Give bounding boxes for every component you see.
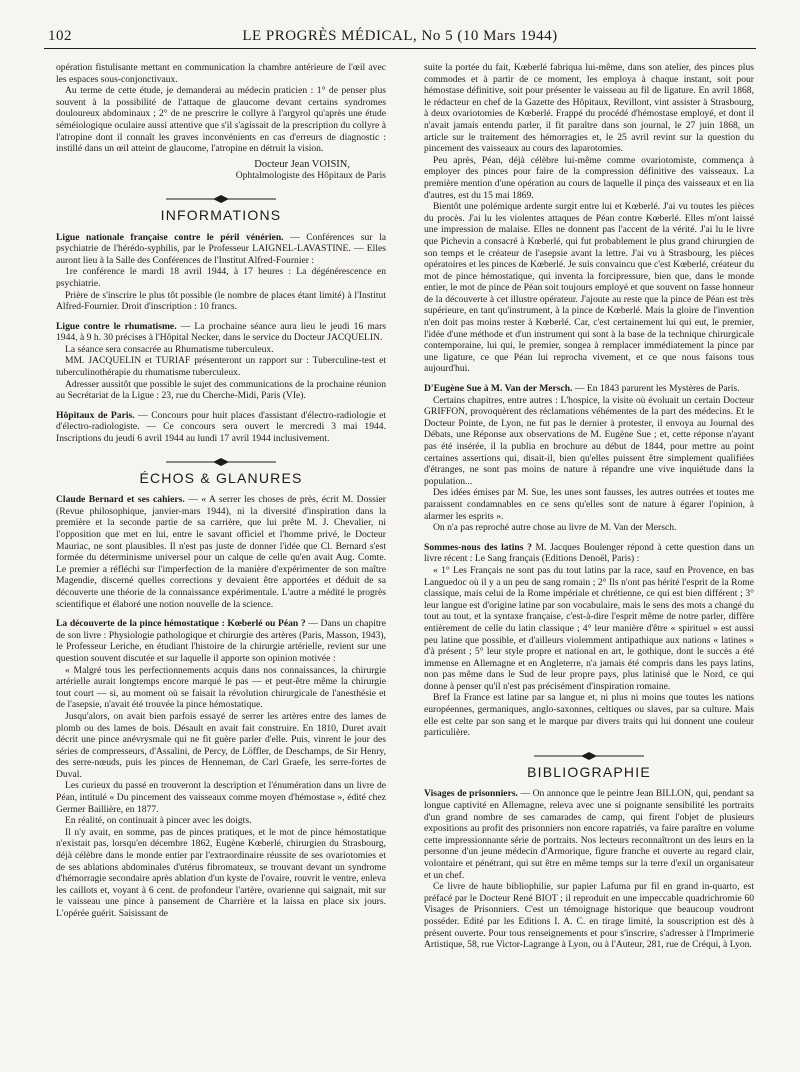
page-number: 102	[48, 28, 72, 44]
news-paragraph: suite la portée du fait, Kœberlé fabriqua lui-même, dans son atelier, des pinces plus commodes et à partir de ce moment, les employa à chaque instant, soit pour hémostase définitive, soit pour présenter le vaisseau au fil de ligature. En avril 1868, le rédacteur en chef de la Gazette des Hôpitaux, Revillont, vint assister à Strasbourg, à deux ovariotomies de Kœberlé. Frappé du procédé d'hémostase employé, et dont il n'avait jamais entendu parler, il fit paraître dans son journal, le 27 juin 1868, un article sur le traitement des hémorragies et, le 25 avril revint sur la question du pincement des vaisseaux au cours des laparotomies.	[424, 62, 754, 155]
news-paragraph: Jusqu'alors, on avait bien parfois essayé de serrer les artères entre des lames de plomb ou des lames de bois. Désault en avait fait construire. En 1810, Duret avait décrit une pince anévrysmale qui ne fit guère parler d'elle. Puis, vinrent le jour des séries de compresseurs, d'Assalini, de Percy, de Löffler, de Deschamps, de Sir Henry, des serre-nœuds, puis les pinces de Henneman, de Carl Graefe, les serre-fortes de Duval.	[56, 710, 386, 780]
news-item	[56, 618, 386, 664]
news-paragraph: On n'a pas reproché autre chose au livre de M. Van der Mersch.	[433, 522, 677, 534]
item-heading: Ligue contre le rhumatisme.	[56, 320, 177, 332]
news-item	[424, 788, 754, 881]
news-paragraph: MM. JACQUELIN et TURIAF présenteront un rapport sur : Tuberculine-test et tuberculinothérapie du rhumatisme tuberculeux.	[56, 355, 386, 379]
section-title-echos: ÉCHOS & GLANURES	[139, 469, 303, 486]
news-paragraph: La séance sera consacrée au Rhumatisme tuberculeux.	[65, 343, 274, 355]
author-signature	[56, 159, 386, 182]
news-paragraph: Les curieux du passé en trouveront la description et l'énumération dans un livre de Péan, intitulé « Du pincement des vaisseaux comme moyen d'hémostase », édité chez Germer Baillière, en 1877.	[56, 780, 386, 815]
news-paragraph: En réalité, on continuait à pincer avec les doigts.	[65, 815, 252, 827]
item-body: — On annonce que le peintre Jean BILLON, qui, pendant sa longue captivité en Allemagne, releva avec une si poignante sensibilité les portraits d'un grand nombre de ses camarades de camp, qui firent l'objet de plusieurs expositions au profit des prisonniers non encore rapatriés, va faire paraître en volume cette impressionnante série de portraits. Nos lecteurs reconnaîtront un des leurs en la personne d'un jeune médecin d'Armorique, figure franche et ouverte au regard clair, volontaire et pénétrant, qui sut être en même temps sur la terre d'exil un organisateur et un chef.	[424, 788, 754, 881]
item-heading: Hôpitaux de Paris.	[56, 409, 135, 421]
item-body: — Conférences sur la psychiatrie de l'hérédo-syphilis, par le Professeur LAIGNEL-LAVASTINE. — Elles auront lieu à la Salle des Conférences de l'Institut Alfred-Fournier :	[56, 231, 386, 266]
news-item	[56, 494, 386, 610]
news-paragraph: « 1° Les Français ne sont pas du tout latins par la race, sauf en Provence, en bas Languedoc où il y a un peu de sang romain ; 2° Ils n'ont pas hérité l'esprit de la Rome classique, mais celui de la Rome impériale et chrétienne, ce qui est bien différent ; 3° leur langue est d'origine latine par son vocabulaire, mais le sens des mots a changé du tout au tout, et la syntaxe française, c'est-à-dire l'esprit même de notre parler, diffère entièrement de celle du latin classique ; 4° leur manière d'être « spirituel » est aussi peu latine que possible, et d'ailleurs violemment antipathique aux nations « latines » d'à présent ; 5° leur style propre et national en art, le gothique, dont le succès a été immense en Allemagne et en Angleterre, n'a jamais été compris dans les pays latins, non pas même dans le Sud de leur propre pays, plus latinisé que le Nord, ce qui donne à penser qu'il n'est pas précisément d'inspiration romaine.	[424, 564, 754, 692]
page-header	[44, 26, 756, 49]
right-column	[424, 62, 754, 1062]
article-paragraph: Au terme de cette étude, je demanderai au médecin praticien : 1° de penser plus souvent à la possibilité de l'attaque de glaucome devant certains syndromes douloureux abdominaux ; 2° de ne prescrire le collyre à l'argyrol qu'après une étude séméiologique oculaire aussi attentive que s'il s'agissait de la prescription du collyre à l'atropine dont il connaît les graves inconvénients en cas d'erreurs de diagnostic : instillé dans un œil atteint de glaucome, l'atropine en détruit la vision.	[56, 85, 386, 155]
item-body: — Dans un chapitre de son livre : Physiologie pathologique et chirurgie des artères (Paris, Masson, 1943), le Professeur Leriche, en étudiant l'histoire de la chirurgie artérielle, revient sur une question souvent discutée et sur laquelle il apporte son opinion motivée :	[56, 618, 386, 664]
news-paragraph: Peu après, Péan, déjà célèbre lui-même comme ovariotomiste, commença à employer des pinces pour faire de la compression définitive des vaisseaux. La première mention d'une opération au cours de laquelle il pinça des vaisseaux et en lia d'autres, est du 15 mai 1869.	[424, 154, 754, 201]
news-paragraph: Prière de s'inscrire le plus tôt possible (le nombre de places étant limité) à l'Institut Alfred-Fournier. Droit d'inscription : 10 francs.	[56, 289, 386, 313]
section-title-bibliographie: BIBLIOGRAPHIE	[527, 763, 651, 780]
news-item	[56, 410, 386, 445]
news-paragraph: Des idées émises par M. Sue, les unes sont fausses, les autres outrées et toutes me paraissent condamnables en ce sens qu'elles sont de nature à égarer l'opinion, à alarmer les esprits ».	[424, 487, 754, 522]
item-heading: Claude Bernard et ses cahiers.	[56, 494, 185, 506]
news-item	[424, 383, 754, 395]
item-heading: La découverte de la pince hémostatique : Kœberlé ou Péan ?	[56, 618, 306, 630]
news-item	[56, 321, 386, 344]
author-name: Docteur Jean VOISIN,	[254, 158, 350, 170]
item-body: — En 1843 parurent les Mystères de Paris.	[572, 383, 740, 395]
news-item	[424, 542, 754, 565]
item-heading: Ligue nationale française contre le péril vénérien.	[56, 231, 284, 243]
item-body: — La prochaine séance aura lieu le jeudi 16 mars 1944, à 9 h. 30 précises à l'Hôpital Necker, dans le service du Docteur JACQUELIN.	[56, 320, 386, 344]
ornament-divider	[424, 751, 754, 761]
ornament-divider	[56, 457, 386, 467]
news-paragraph: 1re conférence le mardi 18 avril 1944, à 17 heures : La dégénérescence en psychiatrie.	[56, 266, 386, 289]
news-paragraph: Bref la France est latine par sa langue et, ni plus ni moins que toutes les nations européennes, germaniques, anglo-saxonnes, celtiques ou slaves, par sa culture. Mais elle est celte par son sang et le marque par divers traits qui lui donnent une couleur particulière.	[424, 692, 754, 739]
news-item	[56, 232, 386, 267]
item-body: M. Jacques Boulenger répond à cette question dans un livre récent : Le Sang français (Editions Denoël, Paris) :	[424, 541, 754, 565]
left-column	[56, 62, 386, 1062]
news-paragraph: « Malgré tous les perfectionnements acquis dans nos connaissances, la chirurgie artérielle aurait longtemps encore marqué le pas — et peut-être même la chirurgie tout court — si, au moment où se faisait la révolution chirurgicale de l'anesthésie et de l'asepsie, n'avait été trouvée la pince hémostatique.	[56, 664, 386, 711]
item-heading: Visages de prisonniers.	[424, 788, 518, 800]
news-paragraph: Ce livre de haute bibliophilie, sur papier Lafuma pur fil en grand in-quarto, est préfacé par le Docteur René BIOT ; il reproduit en une impeccable quadrichromie 60 Visages de Prisonniers. C'est un témoignage historique que beaucoup voudront posséder. Edité par les Editions I. A. C. en tirage limité, la souscription est dès à présent ouverte. Pour tous renseignements et pour s'inscrire, s'adresser à l'Imprimerie Artistique, 58, rue Victor-Lagrange à Lyon, ou à l'Auteur, 281, rue de Créqui, à Lyon.	[424, 881, 754, 951]
news-paragraph: Il n'y avait, en somme, pas de pinces pratiques, et le mot de pince hémostatique n'existait pas, lorsqu'en décembre 1862, Eugène Kœberlé, chirurgien du Strasbourg, déjà célèbre dans le monde entier par l'extraordinaire réussite de ses ovariotomies et de ses ablations abdominales d'utérus fibromateux, se trouvant devant un syndrome d'hémorragie secondaire après ablation d'un kyste de l'ovaire, rouvrit le ventre, enleva les caillots et, voyant à 6 cent. de profondeur l'artère, ovarienne qui saignait, mit sur le vaisseau une pince à pansement de Charrière et la laissa en place six jours. L'opérée guérit. Saisissant de	[56, 826, 386, 919]
journal-title: LE PROGRÈS MÉDICAL, No 5 (10 Mars 1944)	[242, 28, 558, 44]
news-paragraph: Bientôt une polémique ardente surgit entre lui et Kœberlé. J'ai vu toutes les pièces du procès. J'ai lu les violentes attaques de Péan contre Kœberlé. Elles m'ont laissé une impression de malaise. Elles ne donnent pas l'accent de la vérité. J'ai lu le livre que Pichevin a consacré à Kœberlé, qui fut probablement le plus grand chirurgien de son temps et le créateur de l'asepsie avant la lettre. J'ai vu à Strasbourg, les pièces opératoires et les pinces de Kœberlé. Je suis convaincu que c'est Kœberlé, créateur du mot de pince hémostatique, qui inventa la forcipressure, bien que, dans le monde entier, le mot de pince de Péan soit toujours employé et que souvent on fasse honneur de la découverte à cet illustre opérateur. J'ajoute au reste que la pince de Péan est très supérieure, en tant qu'instrument, à la pince de Kœberlé. Mais la gloire de l'invention n'en doit pas moins rester à Kœberlé. Car, c'est certainement lui qui eut, le premier, l'idée d'une méthode et d'un instrument qui sont à la base de la technique chirurgicale contemporaine, lui qui, le premier, songea à remplacer immédiatement la pince par une ligature, ce que Péan lui reprocha vivement, et ce que nous faisons tous aujourd'hui.	[424, 201, 754, 375]
ornament-divider	[56, 194, 386, 204]
item-body: — « A serrer les choses de près, écrit M. Dossier (Revue philosophique, janvier-mars 1944), ni la diversité d'inspiration dans la première et la seconde partie de sa carrière, que lui prête M. J. Chevalier, ni l'opposition que met en lui, entre le savant officiel et l'homme privé, le Docteur Mauriac, ne sont plausibles. Il n'est pas juste de donner l'idée que Cl. Bernard s'est formée du déterminisme universel pour un calque de celle qu'en avait Aug. Comte. Le premier a réfléchi sur l'imperfection de la manière d'expérimenter de son maître Magendie, discerné quelles corrections y devaient être apportées et déduit de sa découverte une théorie de la connaissance expérimentale. L'autre a médité le progrès scientifique et élaboré une notion nouvelle de la science.	[56, 494, 386, 610]
news-paragraph: Certains chapitres, entre autres : L'hospice, la visite où évoluait un certain Docteur GRIFFON, provoquèrent des réclamations véhémentes de la part des médecins. Et le Docteur Pointe, de Lyon, ne fut pas le dernier à protester, il envoya au Journal des Débats, une Réponse aux observations de M. Eugène Sue ; et, cette réponse n'ayant pas été insérée, il la publia en brochure au début de 1844, pour mettre au point certaines assertions qui, disait-il, bien qu'elles puissent être simplement qualifiées d'étranges, ne sont pas moins de nature à répandre une vive inquiétude dans la population...	[424, 394, 754, 487]
author-title: Ophtalmologiste des Hôpitaux de Paris	[235, 170, 386, 182]
item-heading: D'Eugène Sue à M. Van der Mersch.	[424, 383, 573, 395]
news-paragraph: Adresser aussitôt que possible le sujet des communications de la prochaine réunion au Secrétariat de la Ligue : 23, rue du Cherche-Midi, Paris (VIe).	[56, 378, 386, 402]
article-paragraph: opération fistulisante mettant en communication la chambre antérieure de l'œil avec les espaces sous-conjonctivaux.	[56, 62, 386, 85]
section-title-informations: INFORMATIONS	[160, 206, 282, 223]
item-heading: Sommes-nous des latins ?	[424, 541, 532, 553]
item-body: — Concours pour huit places d'assistant d'électro-radiologie et d'électro-radiologiste. — Ce concours sera ouvert le mercredi 3 mai 1944. Inscriptions du jeudi 6 avril 1944 au lundi 17 avril 1944 inclusivement.	[56, 409, 386, 445]
